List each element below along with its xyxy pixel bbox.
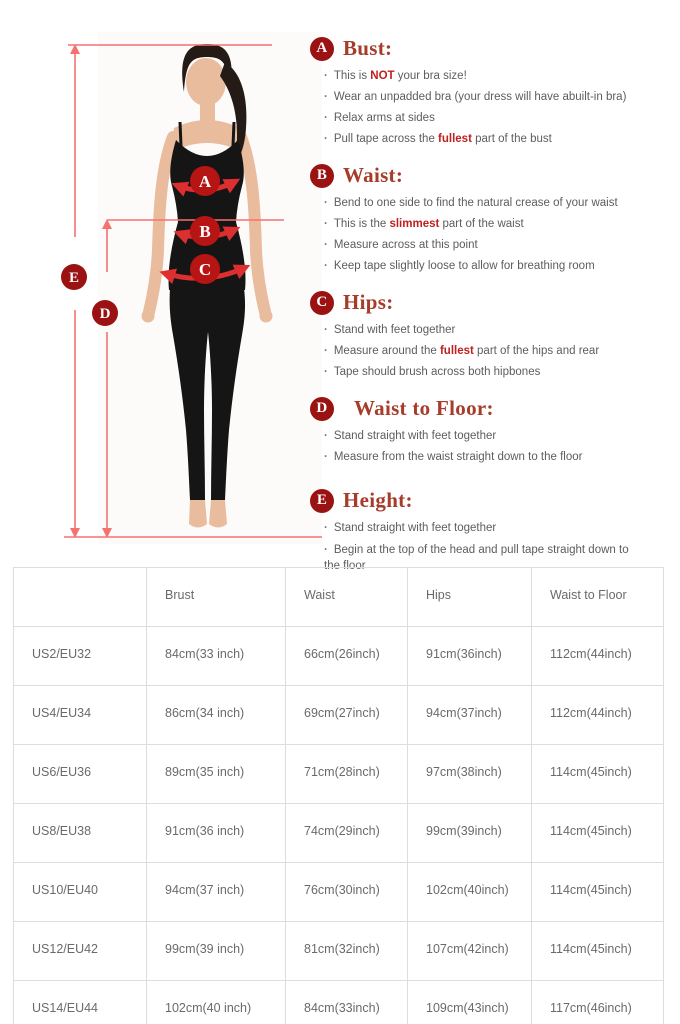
section-height-title: Height: bbox=[343, 488, 413, 512]
instruction-bullet: · Stand straight with feet together bbox=[324, 518, 658, 539]
table-row bbox=[14, 745, 664, 804]
section-hips bbox=[310, 290, 658, 383]
waist-value: 74cm(29inch) bbox=[286, 804, 408, 863]
waist-value: 71cm(28inch) bbox=[286, 745, 408, 804]
waist-marker-letter: B bbox=[199, 222, 211, 241]
table-row bbox=[14, 981, 664, 1024]
waist-value: 81cm(32inch) bbox=[286, 922, 408, 981]
hips-value: 94cm(37inch) bbox=[408, 686, 532, 745]
instruction-bullet: · This is NOT your bra size! bbox=[324, 66, 658, 87]
instruction-bullet: · Begin at the top of the head and pull tape straight down to the floor bbox=[324, 539, 642, 577]
instruction-bullet: · Measure around the fullest part of the hips and rear bbox=[324, 341, 658, 362]
size-label: US12/EU42 bbox=[14, 922, 147, 981]
model-face bbox=[186, 58, 226, 106]
section-waist-title: Waist: bbox=[343, 163, 404, 187]
waist-value: 84cm(33inch) bbox=[286, 981, 408, 1024]
hips-value: 102cm(40inch) bbox=[408, 863, 532, 922]
waist-to-floor-value: 112cm(44inch) bbox=[532, 686, 664, 745]
hips-bullet-list bbox=[310, 320, 658, 383]
model-left-foot bbox=[189, 500, 207, 528]
camisole-right-strap bbox=[233, 122, 234, 146]
bust-value: 99cm(39 inch) bbox=[147, 922, 286, 981]
header-cell-waist-to-floor: Waist to Floor bbox=[532, 568, 664, 627]
waist-to-floor-value: 114cm(45inch) bbox=[532, 863, 664, 922]
header-cell-hips: Hips bbox=[408, 568, 532, 627]
section-hips-title: Hips: bbox=[343, 290, 394, 314]
hips-value: 97cm(38inch) bbox=[408, 745, 532, 804]
measurement-figure-svg bbox=[0, 0, 340, 560]
waist-bullet-list bbox=[310, 193, 658, 277]
section-waist-to-floor-title: Waist to Floor: bbox=[354, 396, 494, 420]
model-left-hand bbox=[142, 310, 155, 323]
size-label: US8/EU38 bbox=[14, 804, 147, 863]
waist-floor-marker-letter: D bbox=[99, 306, 111, 322]
section-waist-to-floor-heading bbox=[310, 396, 658, 421]
waist-to-floor-value: 117cm(46inch) bbox=[532, 981, 664, 1024]
table-row bbox=[14, 686, 664, 745]
waist-to-floor-value: 114cm(45inch) bbox=[532, 804, 664, 863]
hips-badge: C bbox=[310, 291, 334, 315]
hips-value: 107cm(42inch) bbox=[408, 922, 532, 981]
table-row bbox=[14, 804, 664, 863]
bust-value: 91cm(36 inch) bbox=[147, 804, 286, 863]
bust-value: 89cm(35 inch) bbox=[147, 745, 286, 804]
hips-value: 91cm(36inch) bbox=[408, 627, 532, 686]
instruction-bullet: · This is the slimmest part of the waist bbox=[324, 214, 658, 235]
height-marker-letter: E bbox=[68, 270, 80, 286]
header-cell-size bbox=[14, 568, 147, 627]
bust-bullet-list bbox=[310, 66, 658, 150]
bust-badge: A bbox=[310, 37, 334, 61]
section-waist bbox=[310, 163, 658, 277]
section-hips-heading bbox=[310, 290, 658, 315]
bust-value: 86cm(34 inch) bbox=[147, 686, 286, 745]
header-cell-bust: Brust bbox=[147, 568, 286, 627]
instruction-bullet: · Bend to one side to find the natural crease of your waist bbox=[324, 193, 658, 214]
size-label: US4/EU34 bbox=[14, 686, 147, 745]
model-right-hand bbox=[260, 310, 273, 323]
waist-to-floor-value: 112cm(44inch) bbox=[532, 627, 664, 686]
waist-value: 66cm(26inch) bbox=[286, 627, 408, 686]
instruction-bullet: · Stand straight with feet together bbox=[324, 426, 658, 447]
instruction-bullet: · Tape should brush across both hipbones bbox=[324, 362, 658, 383]
table-row bbox=[14, 627, 664, 686]
size-label: US6/EU36 bbox=[14, 745, 147, 804]
size-label: US2/EU32 bbox=[14, 627, 147, 686]
table-row bbox=[14, 863, 664, 922]
waist-value: 69cm(27inch) bbox=[286, 686, 408, 745]
size-table bbox=[13, 567, 664, 1024]
instruction-bullet: · Measure from the waist straight down to the floor bbox=[324, 447, 658, 468]
instruction-bullet: · Measure across at this point bbox=[324, 235, 658, 256]
waist-value: 76cm(30inch) bbox=[286, 863, 408, 922]
waist-to-floor-badge: D bbox=[310, 397, 334, 421]
instruction-column bbox=[310, 36, 658, 590]
section-waist-heading bbox=[310, 163, 658, 188]
size-label: US14/EU44 bbox=[14, 981, 147, 1024]
waist-to-floor-value: 114cm(45inch) bbox=[532, 745, 664, 804]
waist-badge: B bbox=[310, 164, 334, 188]
header-cell-waist: Waist bbox=[286, 568, 408, 627]
size-label: US10/EU40 bbox=[14, 863, 147, 922]
model-right-foot bbox=[209, 500, 227, 528]
bust-marker-letter: A bbox=[198, 172, 212, 191]
waist-to-floor-value: 114cm(45inch) bbox=[532, 922, 664, 981]
table-row bbox=[14, 922, 664, 981]
section-bust bbox=[310, 36, 658, 150]
measurement-figure bbox=[0, 0, 340, 560]
section-bust-heading bbox=[310, 36, 658, 61]
instruction-bullet: · Stand with feet together bbox=[324, 320, 658, 341]
section-height bbox=[310, 488, 658, 577]
table-header-row bbox=[14, 568, 664, 627]
section-bust-title: Bust: bbox=[343, 36, 393, 60]
waist-to-floor-bullet-list bbox=[310, 426, 658, 468]
instruction-bullet: · Keep tape slightly loose to allow for breathing room bbox=[324, 256, 658, 277]
instruction-bullet: · Wear an unpadded bra (your dress will have abuilt-in bra) bbox=[324, 87, 658, 108]
bust-value: 102cm(40 inch) bbox=[147, 981, 286, 1024]
hips-marker-letter: C bbox=[198, 260, 212, 279]
hips-value: 99cm(39inch) bbox=[408, 804, 532, 863]
hips-value: 109cm(43inch) bbox=[408, 981, 532, 1024]
section-height-heading bbox=[310, 488, 658, 513]
section-waist-to-floor bbox=[310, 396, 658, 468]
bust-value: 94cm(37 inch) bbox=[147, 863, 286, 922]
bust-value: 84cm(33 inch) bbox=[147, 627, 286, 686]
height-badge: E bbox=[310, 489, 334, 513]
instruction-bullet: · Relax arms at sides bbox=[324, 108, 658, 129]
instruction-bullet: · Pull tape across the fullest part of the bust bbox=[324, 129, 658, 150]
camisole-left-strap bbox=[180, 122, 181, 146]
